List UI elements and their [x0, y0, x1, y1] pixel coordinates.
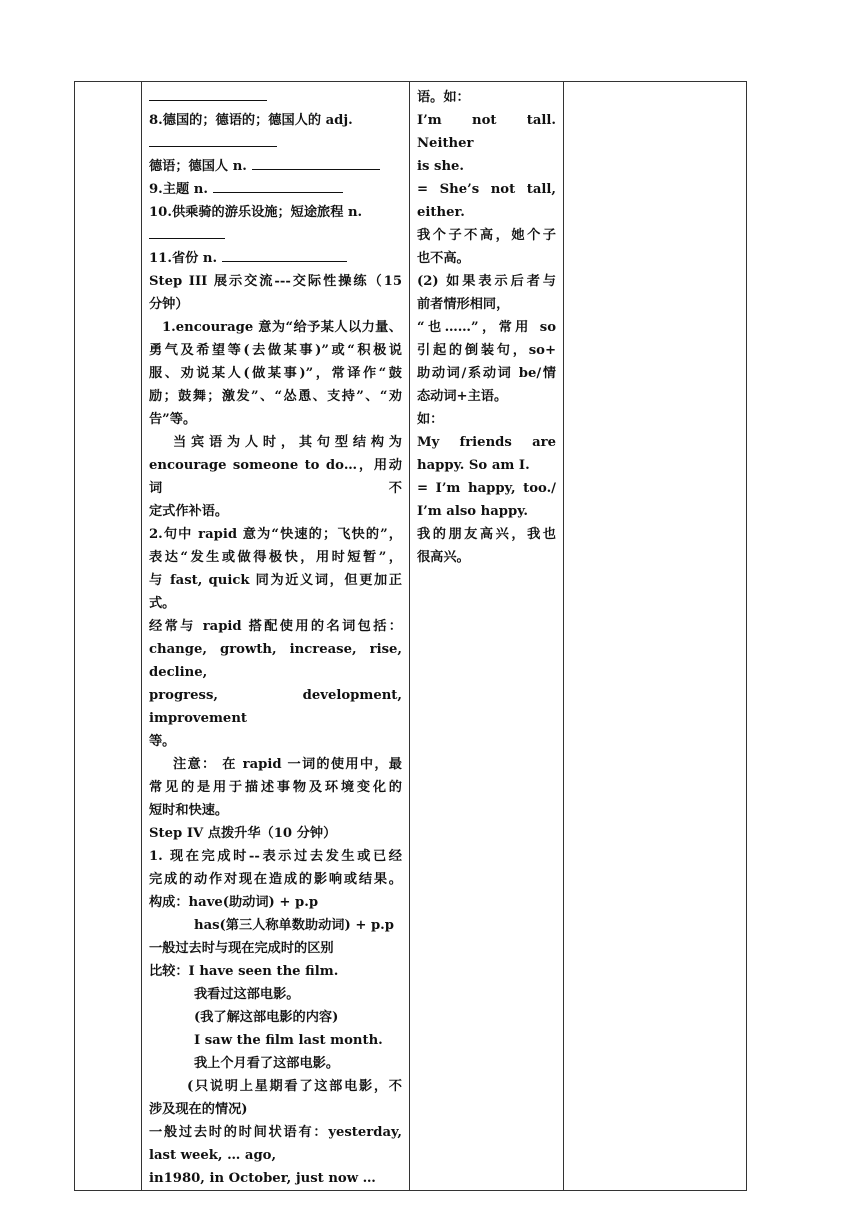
vocab-item-10: 10.供乘骑的游乐设施；短途旅程 n.: [149, 205, 363, 220]
rapid-note: 2.句中 rapid 意为“快速的；飞快的”，: [149, 527, 402, 542]
grammar-notes-column: 语。如： I’m not tall. Neither is she. = She’s not tall, either. 我个子不高，她个子 也不高。 (2) 如果表示后者与 前者情形相同， “也……”，常用 so 引起的倒装句，so+ 助动词/系动词 be/情 态动词+主语。 如： My friends are happy. So am I. = I’m happy, too./ I’m also happy. 我的朋友高兴，我也 很高兴。: [410, 82, 564, 1191]
vocab-item-8b: 德语；德国人 n.: [149, 159, 247, 174]
vocab-item-8: 8.德国的；德语的；德国人的 adj.: [149, 113, 353, 128]
empty-column-left: [75, 82, 142, 1191]
vocab-item-11: 11.省份 n.: [149, 251, 218, 266]
present-perfect-note: 1. 现在完成时--表示过去发生或已经: [149, 849, 402, 864]
teaching-content-column: 8.德国的；德语的；德国人的 adj. 德语；德国人 n. 9.主题 n. 10.供乘骑的游乐设施；短途旅程 n. 11.省份 n. Step III 展示交流---交际性操练（15 分钟） 1.encourage 意为“给予某人以力量、 勇气及希望等(去做某事)”或“积极说 服、劝说某人(做某事)”，常译作“鼓 励；鼓舞；激发”、“怂恿、支持”、“劝 告”等。 当宾语为人时，其句型结构为 encourage someone to do…，用动词不 定式作补语。 2.句中 rapid 意为“快速的；飞快的”， 表达“发生或做得极快，用时短暂”， 与 fast, quick 同为近义词，但更加正 式。 经常与 rapid 搭配使用的名词包括： change, growth, increase, rise, decline, progress, development, improvement 等。 注意： 在 rapid 一词的使用中，最 常见的是用于描述事物及环境变化的 短时和快速。 Step IV 点拨升华（10 分钟） 1. 现在完成时--表示过去发生或已经 完成的动作对现在造成的影响或结果。 构成：have(助动词) + p.p has(第三人称单数助动词) + p.p 一般过去时与现在完成时的区别 比较：I have seen the film. 我看过这部电影。 (我了解这部电影的内容) I saw the film last month. 我上个月看了这部电影。 (只说明上星期看了这部电影，不 涉及现在的情况) 一般过去时的时间状语有：yesterday, last week, … ago, in1980, in October, just now …: [142, 82, 410, 1191]
fill-blank-line: [149, 132, 402, 155]
example-sentence: I’m not tall. Neither: [417, 113, 556, 151]
lesson-plan-table: [74, 81, 747, 1191]
example-sentence: My friends are: [417, 435, 556, 450]
fill-blank-line: [149, 224, 402, 247]
step-4-heading: Step IV 点拨升华（10 分钟）: [149, 826, 337, 841]
table-row: [75, 82, 747, 1191]
attention-note: 注意： 在 rapid 一词的使用中，最: [173, 757, 402, 772]
fill-blank-line: [149, 86, 402, 109]
encourage-note: 1.encourage 意为“给予某人以力量、: [162, 320, 402, 335]
vocab-item-9: 9.主题 n.: [149, 182, 208, 197]
step-3-heading: Step III 展示交流---交际性操练（15: [149, 274, 402, 289]
so-inversion-note: (2) 如果表示后者与: [417, 274, 556, 289]
empty-column-right: [564, 82, 747, 1191]
